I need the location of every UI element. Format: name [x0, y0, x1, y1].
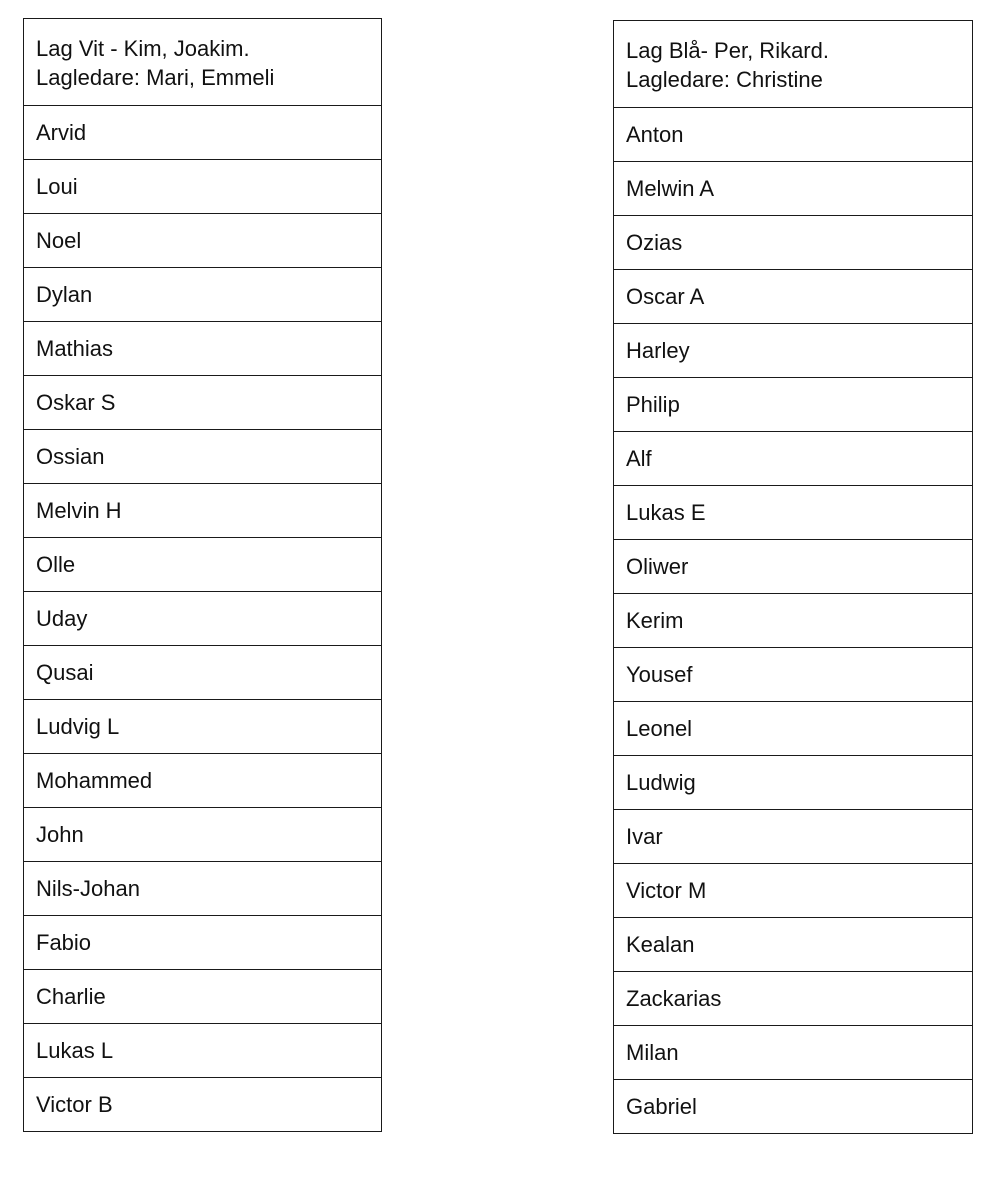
player-row	[614, 324, 973, 378]
team-name-line: Lag Blå- Per, Rikard.	[626, 38, 829, 63]
player-row	[24, 592, 382, 646]
team-table-vit	[23, 18, 382, 1132]
player-name-cell: Leonel	[614, 702, 973, 756]
team-name-line: Lag Vit - Kim, Joakim.	[36, 36, 250, 61]
player-row	[24, 700, 382, 754]
player-row	[614, 162, 973, 216]
player-row	[24, 808, 382, 862]
player-name-cell: Ivar	[614, 810, 973, 864]
player-name-cell: John	[24, 808, 382, 862]
player-row	[614, 216, 973, 270]
player-name-cell: Alf	[614, 432, 973, 486]
player-row	[24, 160, 382, 214]
player-row	[24, 106, 382, 160]
player-name-cell: Kealan	[614, 918, 973, 972]
player-name-cell: Oskar S	[24, 376, 382, 430]
player-row	[24, 754, 382, 808]
player-name-cell: Kerim	[614, 594, 973, 648]
player-name-cell: Gabriel	[614, 1080, 973, 1134]
player-name-cell: Yousef	[614, 648, 973, 702]
player-row	[614, 1026, 973, 1080]
player-row	[24, 646, 382, 700]
player-row	[24, 484, 382, 538]
player-name-cell: Charlie	[24, 970, 382, 1024]
player-name-cell: Milan	[614, 1026, 973, 1080]
team-header-row	[24, 19, 382, 106]
player-row	[614, 432, 973, 486]
player-name-cell: Melvin H	[24, 484, 382, 538]
player-name-cell: Lukas E	[614, 486, 973, 540]
team-table-bla	[613, 20, 973, 1134]
player-name-cell: Qusai	[24, 646, 382, 700]
player-row	[614, 918, 973, 972]
player-row	[614, 756, 973, 810]
player-name-cell: Dylan	[24, 268, 382, 322]
player-name-cell: Melwin A	[614, 162, 973, 216]
player-name-cell: Olle	[24, 538, 382, 592]
team-header-row	[614, 21, 973, 108]
player-name-cell: Ludwig	[614, 756, 973, 810]
player-name-cell: Noel	[24, 214, 382, 268]
player-row	[614, 378, 973, 432]
player-name-cell: Fabio	[24, 916, 382, 970]
player-name-cell: Ludvig L	[24, 700, 382, 754]
player-name-cell: Lukas L	[24, 1024, 382, 1078]
player-name-cell: Philip	[614, 378, 973, 432]
player-row	[24, 862, 382, 916]
player-name-cell: Loui	[24, 160, 382, 214]
team-header-cell	[614, 21, 973, 108]
player-row	[614, 594, 973, 648]
player-name-cell: Ossian	[24, 430, 382, 484]
player-row	[614, 270, 973, 324]
player-row	[614, 810, 973, 864]
player-row	[614, 1080, 973, 1134]
player-name-cell: Mathias	[24, 322, 382, 376]
player-row	[24, 970, 382, 1024]
player-name-cell: Zackarias	[614, 972, 973, 1026]
player-row	[24, 430, 382, 484]
player-name-cell: Harley	[614, 324, 973, 378]
player-row	[614, 486, 973, 540]
player-name-cell: Mohammed	[24, 754, 382, 808]
player-row	[614, 648, 973, 702]
player-row	[24, 322, 382, 376]
player-row	[24, 1024, 382, 1078]
team-leaders-line: Lagledare: Mari, Emmeli	[36, 65, 275, 90]
team-table-body	[24, 19, 382, 1132]
player-row	[614, 972, 973, 1026]
team-leaders-line: Lagledare: Christine	[626, 67, 823, 92]
player-row	[614, 702, 973, 756]
player-name-cell: Oscar A	[614, 270, 973, 324]
player-row	[24, 268, 382, 322]
player-row	[614, 540, 973, 594]
player-row	[24, 376, 382, 430]
player-name-cell: Victor B	[24, 1078, 382, 1132]
player-name-cell: Arvid	[24, 106, 382, 160]
player-name-cell: Victor M	[614, 864, 973, 918]
player-name-cell: Anton	[614, 108, 973, 162]
player-row	[24, 1078, 382, 1132]
player-row	[24, 214, 382, 268]
player-name-cell: Ozias	[614, 216, 973, 270]
player-row	[24, 538, 382, 592]
team-header-cell	[24, 19, 382, 106]
player-name-cell: Oliwer	[614, 540, 973, 594]
player-row	[24, 916, 382, 970]
player-name-cell: Nils-Johan	[24, 862, 382, 916]
player-row	[614, 108, 973, 162]
player-row	[614, 864, 973, 918]
player-name-cell: Uday	[24, 592, 382, 646]
team-table-body	[614, 21, 973, 1134]
